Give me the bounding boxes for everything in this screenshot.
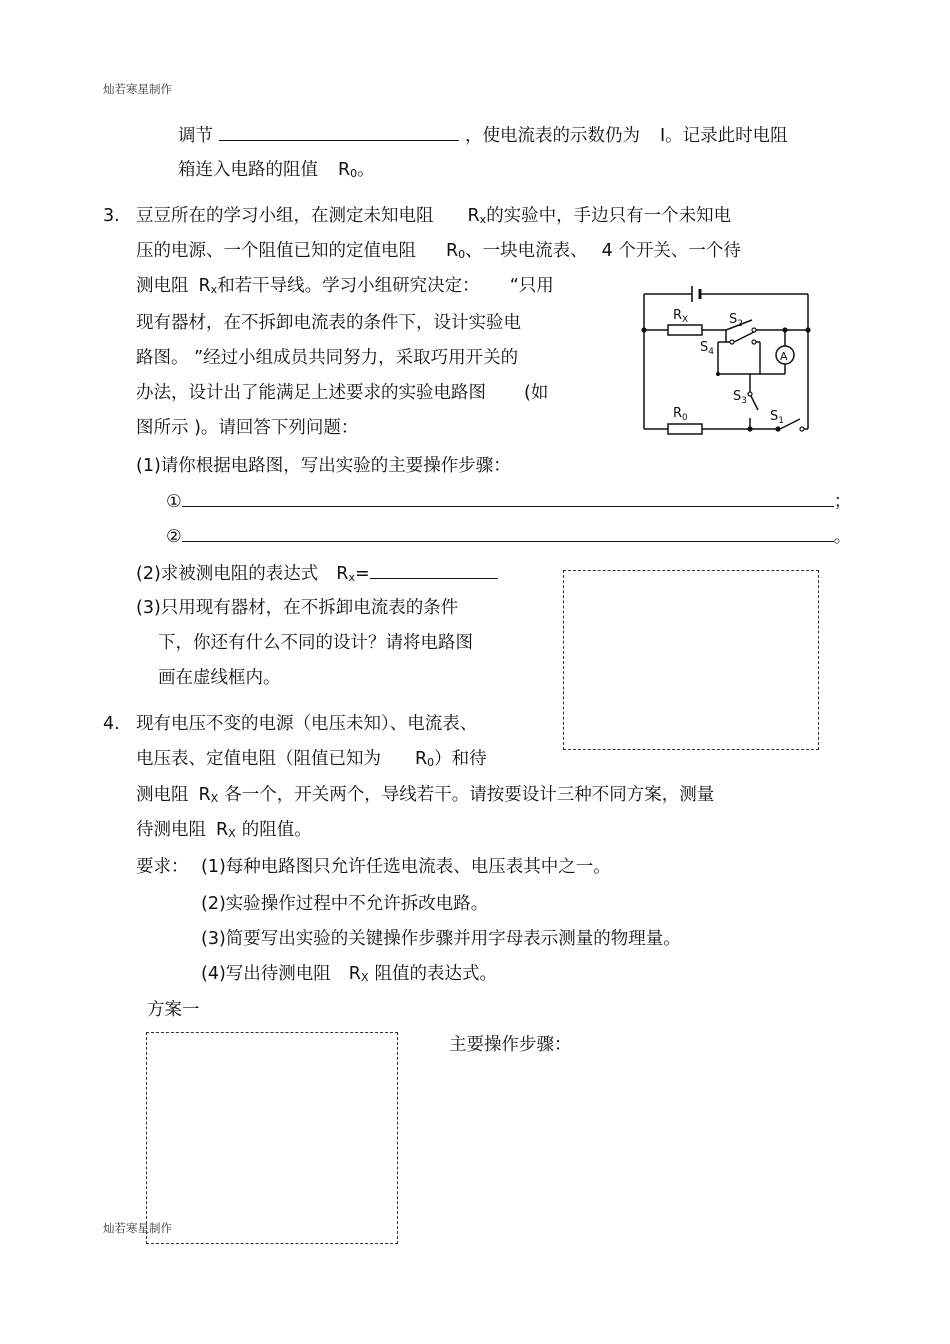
intro-line-2: 箱连入电路的阻值 $R_0$。	[178, 160, 375, 180]
q3-line-2: 压的电源、一个阻值已知的定值电阻 $R_0$、一块电流表、 4 个开关、一个待	[136, 241, 741, 261]
label-ammeter: A	[780, 350, 788, 363]
q3-drawing-box[interactable]	[563, 570, 819, 750]
label-s4: $S_4$	[700, 340, 714, 357]
q3-line-5: 路图。 ”经过小组成员共同努力，采取巧用开关的	[136, 348, 519, 368]
label-s1: $S_1$	[770, 409, 784, 426]
q3-step-1: ① ；	[166, 492, 852, 512]
q3-number: 3.	[103, 206, 120, 226]
q3-step-2: ② 。	[166, 527, 852, 547]
label-s3: $S_3$	[733, 389, 747, 406]
q4-requirement-4: (4)写出待测电阻 $R_X$ 阻值的表达式。	[201, 964, 498, 984]
q4-plan-1-drawing-box[interactable]	[146, 1032, 398, 1244]
q4-line-1: 现有电压不变的电源（电压未知）、电流表、	[136, 714, 478, 734]
label-r0: $R_0$	[673, 406, 688, 423]
q4-number: 4.	[103, 714, 120, 734]
switch-s3-blade	[750, 394, 758, 410]
q3-line-4: 现有器材，在不拆卸电流表的条件下，设计实验电	[136, 313, 521, 333]
footer-watermark: 灿若寒星制作	[103, 1221, 172, 1235]
blank-rx-expression[interactable]	[370, 562, 498, 579]
q3-part-3-line-2: 下，你还有什么不同的设计？请将电路图	[158, 633, 473, 653]
q4-line-4: 待测电阻 $R_X$ 的阻值。	[136, 820, 312, 840]
q3-part-1: (1)请你根据电路图，写出实验的主要操作步骤：	[136, 456, 511, 476]
q4-requirement-2: (2)实验操作过程中不允许拆改电路。	[201, 894, 489, 914]
resistor-r0	[668, 424, 702, 434]
label-rx: $R_X$	[673, 308, 689, 325]
blank-step-2[interactable]	[182, 525, 834, 542]
q3-line-3: 测电阻 $R_x$和若干导线。学习小组研究决定： “只用	[136, 276, 554, 296]
q4-requirement-3: (3)简要写出实验的关键操作步骤并用字母表示测量的物理量。	[201, 929, 681, 949]
blank-adjust[interactable]	[219, 124, 459, 141]
resistor-rx	[668, 325, 702, 335]
q3-line-6: 办法，设计出了能满足上述要求的实验电路图 (如	[136, 383, 549, 403]
blank-step-1[interactable]	[182, 490, 834, 507]
q4-plan-1-title: 方案一	[147, 1000, 200, 1020]
q4-requirements-label: 要求：	[136, 857, 189, 877]
label-s2: $S_2$	[729, 312, 743, 329]
q4-line-2: 电压表、定值电阻（阻值已知为 $R_0$）和待	[136, 749, 487, 769]
q3-part-3-line-3: 画在虚线框内。	[158, 668, 281, 688]
q3-line-1: 豆豆所在的学习小组，在测定未知电阻 $R_x$的实验中，手边只有一个未知电	[136, 206, 732, 226]
q3-part-2: (2)求被测电阻的表达式 $R_x=$	[136, 562, 498, 589]
q4-line-3: 测电阻 $R_X$ 各一个，开关两个，导线若干。请按要设计三种不同方案，测量	[136, 785, 715, 805]
q4-requirement-1: (1)每种电路图只允许任选电流表、电压表其中之一。	[201, 857, 611, 877]
q3-part-3-line-1: (3)只用现有器材，在不拆卸电流表的条件	[136, 598, 459, 618]
q4-steps-label: 主要操作步骤：	[449, 1035, 572, 1055]
q3-line-7: 图所示 )。请回答下列问题：	[136, 418, 359, 438]
circuit-diagram	[630, 278, 820, 438]
header-watermark: 灿若寒星制作	[103, 82, 172, 96]
intro-line-1: 调节 ，使电流表的示数仍为 I。记录此时电阻	[178, 126, 788, 146]
switch-s4-blade	[734, 332, 754, 342]
